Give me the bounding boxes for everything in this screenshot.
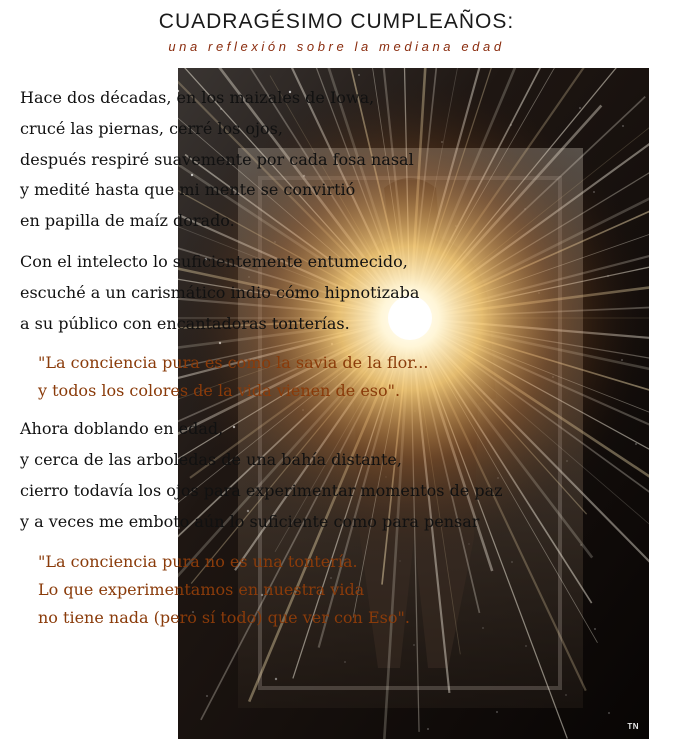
poem-line: y cerca de las arboledas de una bahía distante, bbox=[20, 450, 402, 470]
poem-line: después respiré suavemente por cada fosa nasal bbox=[20, 149, 414, 169]
stanza-2 bbox=[20, 247, 660, 339]
quote-line: y todos los colores de la vida vienen de eso". bbox=[38, 381, 401, 401]
poem bbox=[20, 83, 660, 641]
poem-line: y a veces me emboto aún lo suficiente como para pensar bbox=[20, 511, 480, 531]
poem-line: Hace dos décadas, en los maizales de Iowa, bbox=[20, 88, 375, 107]
quote-line: "La conciencia pura no es una tontería. bbox=[38, 551, 358, 571]
stanza-1 bbox=[20, 83, 660, 237]
poem-line: a su público con encantadoras tonterías. bbox=[20, 313, 350, 333]
poem-line: crucé las piernas, cerré los ojos, bbox=[20, 118, 283, 138]
poem-line: y medité hasta que mi mente se convirtió bbox=[20, 180, 356, 200]
stanza-3 bbox=[20, 414, 660, 537]
star bbox=[206, 695, 207, 696]
poem-line: escuché a un carismático indio cómo hipnotizaba bbox=[20, 282, 420, 302]
page-title: CUADRAGÉSIMO CUMPLEAÑOS: bbox=[158, 10, 515, 33]
quote-1 bbox=[20, 349, 660, 405]
quote-2 bbox=[20, 548, 660, 632]
poem-line: cierro todavía los ojos para experimentar momentos de paz bbox=[20, 480, 503, 500]
star bbox=[427, 728, 428, 729]
artist-initials: TN bbox=[627, 722, 639, 731]
quote-line: "La conciencia pura es como la savia de la flor... bbox=[38, 353, 429, 373]
poem-line: Con el intelecto lo suficientemente entumecido, bbox=[20, 251, 408, 271]
star bbox=[608, 712, 609, 713]
quote-line: Lo que experimentamos en nuestra vida bbox=[38, 579, 365, 599]
page-subtitle: una reflexión sobre la mediana edad bbox=[168, 39, 505, 54]
star bbox=[496, 711, 497, 712]
poem-line: Ahora doblando en edad, bbox=[20, 419, 224, 439]
poem-line: en papilla de maíz dorado. bbox=[20, 211, 235, 231]
quote-line: no tiene nada (pero sí todo) que ver con Eso". bbox=[38, 607, 410, 627]
star bbox=[358, 74, 359, 75]
